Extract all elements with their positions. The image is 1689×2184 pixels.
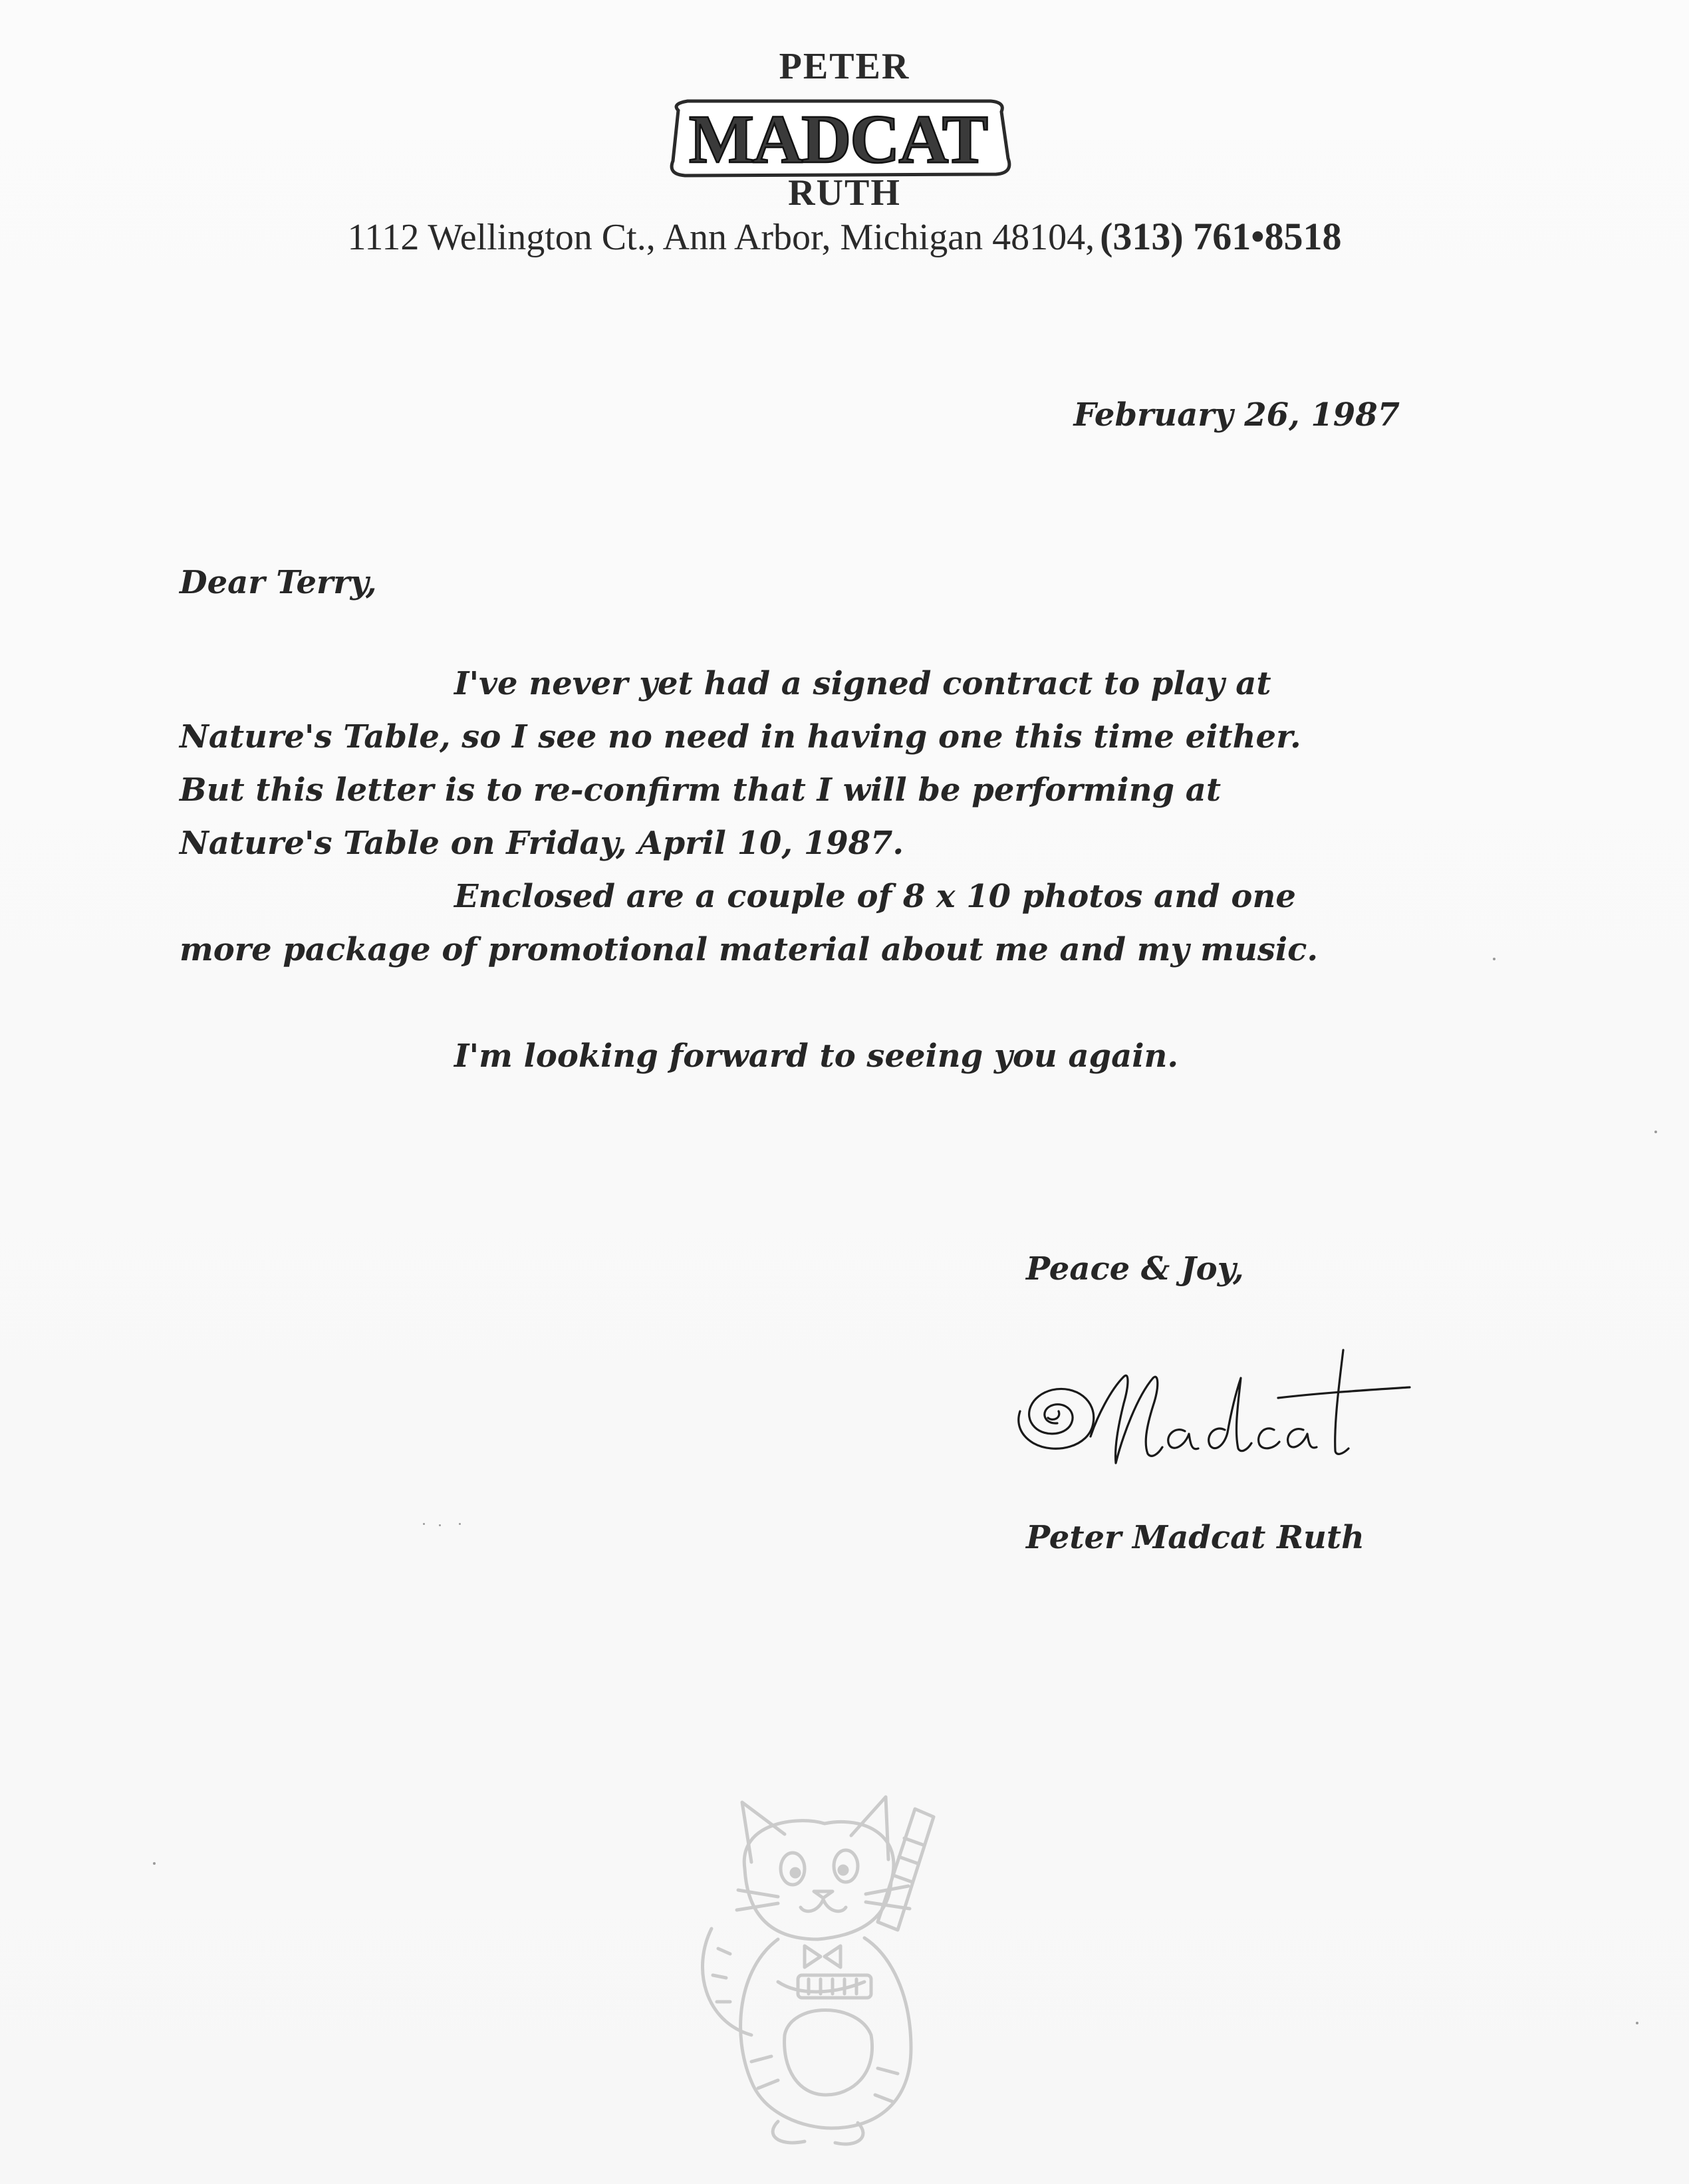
signer-name: Peter Madcat Ruth <box>1026 1519 1364 1556</box>
paper-speck <box>1654 1131 1657 1133</box>
body-line: I've never yet had a signed contract to play at <box>454 665 1271 702</box>
body-line: I'm looking forward to seeing you again. <box>454 1037 1179 1075</box>
body-line: more package of promotional material about me and my music. <box>180 931 1319 968</box>
letterhead-phone: (313) 761•8518 <box>1100 215 1342 258</box>
logo-nickname: MADCAT <box>688 101 987 178</box>
salutation: Dear Terry, <box>180 564 377 601</box>
letterhead-first-name: PETER <box>779 46 910 87</box>
madcat-logo <box>658 92 1017 185</box>
body-line: Enclosed are a couple of 8 x 10 photos and one <box>454 878 1296 915</box>
body-line: Nature's Table, so I see no need in having one this time either. <box>180 718 1301 755</box>
paper-speck <box>153 1862 156 1865</box>
paper-speck <box>423 1523 425 1525</box>
paper-speck <box>459 1523 461 1525</box>
cat-with-harmonica-icon <box>678 1782 984 2155</box>
closing: Peace & Joy, <box>1026 1250 1244 1288</box>
letterhead-address-line <box>0 214 1689 259</box>
body-line: Nature's Table on Friday, April 10, 1987. <box>180 825 904 862</box>
letterhead-address: 1112 Wellington Ct., Ann Arbor, Michigan 48104, <box>347 217 1095 258</box>
paper-speck <box>1636 2022 1638 2024</box>
paper-speck <box>439 1524 441 1526</box>
body-line: But this letter is to re-confirm that I will be performing at <box>180 771 1222 809</box>
handwritten-signature <box>1011 1337 1423 1490</box>
letterhead-last-name: RUTH <box>788 172 901 213</box>
letter-date: February 26, 1987 <box>1073 396 1400 434</box>
paper-speck <box>1493 958 1495 960</box>
